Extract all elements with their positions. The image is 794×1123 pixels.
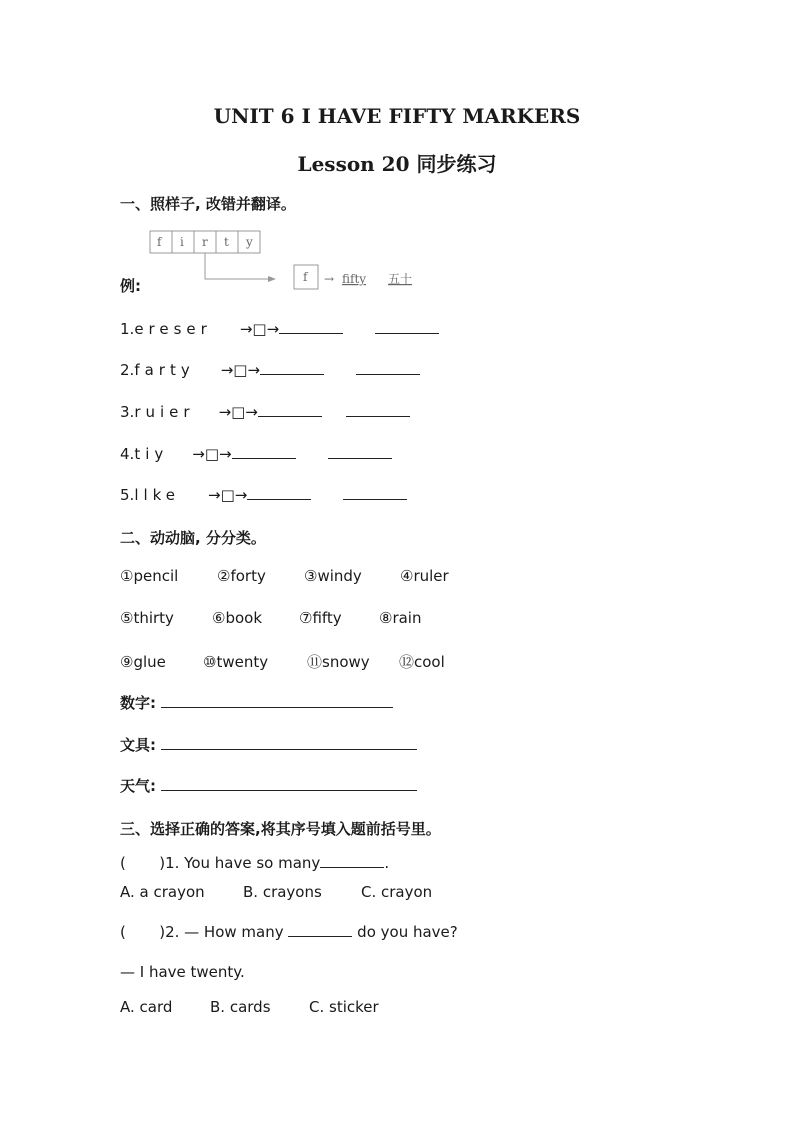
- word-item: ⑧rain: [379, 609, 422, 627]
- word-item: ①pencil: [120, 567, 179, 585]
- option: B. cards: [210, 998, 271, 1016]
- question-blank[interactable]: [288, 921, 352, 937]
- word-item: ⑨glue: [120, 653, 166, 671]
- word-item: ⑩twenty: [203, 653, 269, 671]
- option: A. card: [120, 998, 173, 1016]
- question-2-answer: — I have twenty.: [120, 963, 245, 981]
- word-item: ③windy: [304, 567, 362, 585]
- translation-blank[interactable]: [356, 359, 420, 375]
- translation-blank[interactable]: [343, 484, 407, 500]
- correction-item-2: 2.farty →□→: [120, 359, 420, 379]
- category-blank[interactable]: [161, 692, 393, 708]
- correction-item-4: 4.tiy →□→: [120, 443, 392, 463]
- correction-item-5: 5.llke →□→: [120, 484, 407, 504]
- question-blank[interactable]: [320, 852, 384, 868]
- word-item: ⑤thirty: [120, 609, 174, 627]
- lesson-title: Lesson 20 同步练习: [297, 152, 497, 176]
- word-item: ⑫cool: [399, 653, 445, 671]
- example-diagram: [148, 225, 418, 293]
- example-box-letter: f: [303, 270, 308, 284]
- worksheet-title: UNIT 6 I HAVE FIFTY MARKERS: [213, 104, 581, 128]
- correction-item-1: 1.ereser →□→: [120, 318, 439, 338]
- word-item: ④ruler: [400, 567, 449, 585]
- example-letter: t: [224, 235, 229, 249]
- example-letter: i: [180, 235, 184, 249]
- example-letter: r: [202, 235, 208, 249]
- word-row-3: [120, 651, 445, 672]
- category-numbers: 数字:: [120, 692, 393, 713]
- answer-blank[interactable]: [279, 318, 343, 334]
- word-item: ⑥book: [212, 609, 263, 627]
- answer-blank[interactable]: [258, 401, 322, 417]
- word-row-2: [120, 609, 421, 627]
- translation-blank[interactable]: [328, 443, 392, 459]
- option: C. crayon: [361, 883, 433, 901]
- option: C. sticker: [309, 998, 379, 1016]
- category-weather: 天气:: [120, 775, 417, 796]
- category-blank[interactable]: [161, 775, 417, 791]
- option: A. a crayon: [120, 883, 205, 901]
- word-row-1: [120, 567, 449, 585]
- translation-blank[interactable]: [375, 318, 439, 334]
- word-item: ⑦fifty: [299, 609, 342, 627]
- word-item: ⑪snowy: [307, 653, 370, 671]
- answer-blank[interactable]: [260, 359, 324, 375]
- question-2: ( )2. — How many do you have?: [120, 923, 458, 941]
- answer-blank[interactable]: [247, 484, 311, 500]
- category-blank[interactable]: [161, 734, 417, 750]
- translation-blank[interactable]: [346, 401, 410, 417]
- example-cn: 五十: [388, 272, 413, 286]
- question-2-options: [120, 998, 379, 1016]
- option: B. crayons: [243, 883, 322, 901]
- example-label: 例:: [120, 277, 141, 295]
- example-word: fifty: [342, 272, 367, 286]
- section2-heading: 二、动动脑, 分分类。: [120, 529, 266, 547]
- svg-text:→: →: [324, 272, 335, 286]
- section1-heading: 一、照样子, 改错并翻译。: [120, 195, 296, 213]
- answer-blank[interactable]: [232, 443, 296, 459]
- example-letter: f: [157, 235, 162, 249]
- correction-item-3: 3.ruier →□→: [120, 401, 410, 421]
- word-item: ②forty: [217, 567, 266, 585]
- question-1: ( )1. You have so many .: [120, 854, 390, 872]
- question-1-options: [120, 883, 432, 901]
- section3-heading: 三、选择正确的答案,将其序号填入题前括号里。: [120, 820, 441, 838]
- example-letter: y: [246, 235, 253, 249]
- category-stationery: 文具:: [120, 734, 417, 755]
